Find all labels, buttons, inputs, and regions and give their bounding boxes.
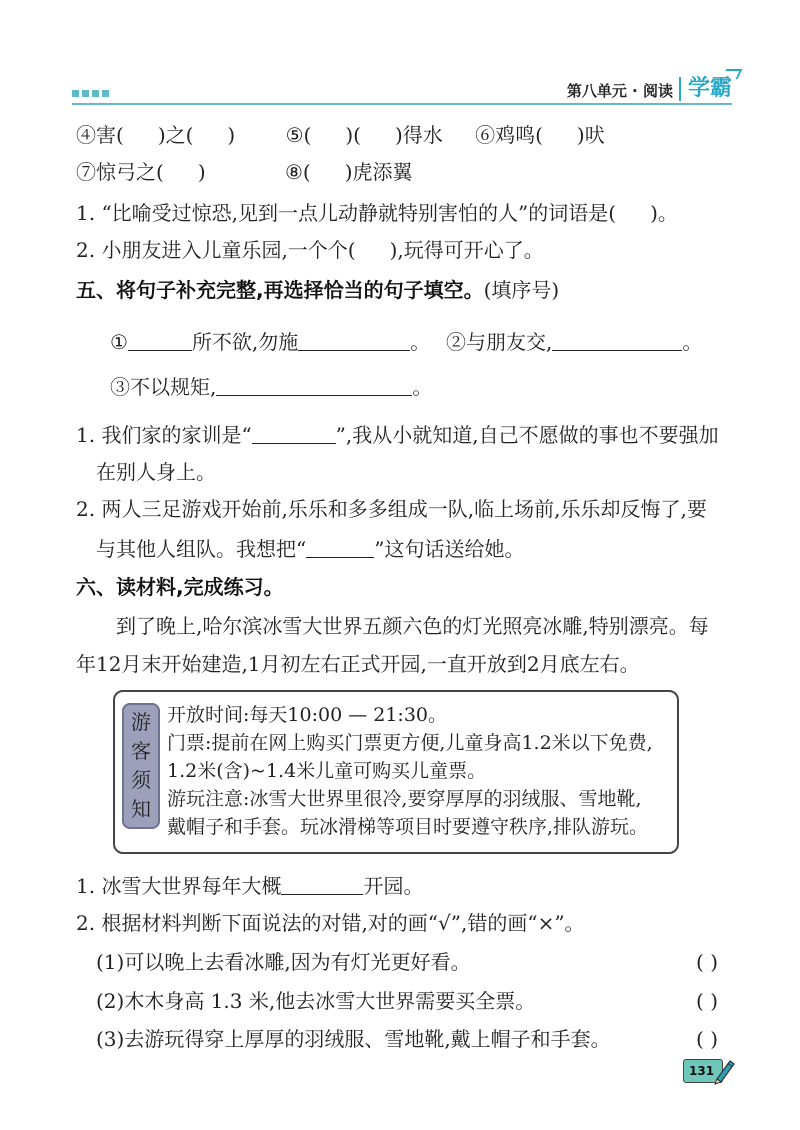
idiom-6: ⑥鸡鸣( )吠 [475,123,605,147]
judgement-1: (1)可以晚上去看冰雕,因为有灯光更好看。 [96,950,471,974]
badge-char: 游 [131,710,151,734]
section-5-question-1: 1. 我们家的家训是“ ”,我从小就知道,自己不愿做的事也不要强加 [76,423,719,447]
notice-line: 游玩注意:冰雪大世界里很冷,要穿厚厚的羽绒服、雪地靴, [167,788,642,810]
sentence-2-blank[interactable] [552,332,682,351]
badge-char: 知 [131,797,151,821]
graduation-cap-icon [722,69,743,79]
page-number: 131 [689,1064,715,1078]
header-decoration [72,90,109,97]
sentence-3-blank[interactable] [216,377,412,396]
header-right [567,77,732,101]
section-5-question-1-cont: 在别人身上。 [96,460,216,484]
idiom-row-2 [76,157,413,187]
visitor-notice-text [167,701,653,841]
idiom-7: ⑦惊弓之( ) [76,160,206,184]
idiom-5: ⑤( )( )得水 [285,123,443,147]
notice-line: 门票:提前在网上购买门票更方便,儿童身高1.2米以下免费, [167,732,653,754]
header-dot [72,90,79,97]
header-rule [72,103,732,105]
unit-label: 第八单元 · 阅读 [566,82,673,100]
badge-char: 客 [131,739,151,763]
badge-char: 须 [131,768,151,792]
sentence-3: ③不以规矩, 。 [110,375,433,399]
passage-line-1: 到了晚上,哈尔滨冰雪大世界五颜六色的灯光照亮冰雕,特别漂亮。每 [116,614,709,638]
idiom-8: ⑧( )虎添翼 [284,160,413,184]
judgement-3: (3)去游玩得穿上厚厚的羽绒服、雪地靴,戴上帽子和手套。 [96,1027,611,1051]
sentence-1-blank-a[interactable] [128,332,192,351]
section-5-title: 五、将句子补充完整,再选择恰当的句子填空。(填序号) [76,278,560,302]
sentence-2: ②与朋友交, 。 [446,330,703,354]
idiom-4: ④害( )之( ) [76,123,236,147]
header-dot [82,90,89,97]
section-6-question-1: 1. 冰雪大世界每年大概 开园。 [76,874,424,898]
section-5-question-2: 2. 两人三足游戏开始前,乐乐和多多组成一队,临上场前,乐乐却反悔了,要 [76,497,707,521]
motto-blank-2[interactable] [306,539,374,558]
visitor-notice-box [113,690,679,854]
judgement-2: (2)木木身高 1.3 米,他去冰雪大世界需要买全票。 [96,989,536,1013]
idiom-question-2: 2. 小朋友进入儿童乐园,一个个( ),玩得可开心了。 [76,238,544,262]
section-5-question-2-cont: 与其他人组队。我想把“ ”这句话送给她。 [96,537,525,561]
opening-time-blank[interactable] [281,876,363,895]
notice-line: 1.2米(含)~1.4米儿童可购买儿童票。 [167,760,487,782]
section-6-question-2: 2. 根据材料判断下面说法的对错,对的画“√”,错的画“×”。 [76,911,585,935]
motto-blank-1[interactable] [252,425,336,444]
header-dot [102,90,109,97]
brand-logo: 学霸 [679,77,732,101]
passage-line-2: 年12月末开始建造,1月初左右正式开园,一直开放到2月底左右。 [76,652,640,676]
sentence-1: ① 所不欲,勿施 。 [110,330,431,354]
sentence-1-blank-b[interactable] [298,332,410,351]
judgement-3-answer[interactable]: ( ) [696,1027,718,1051]
judgement-1-answer[interactable]: ( ) [696,950,718,974]
notice-line: 开放时间:每天10:00 — 21:30。 [167,704,447,726]
visitor-notice-badge [122,703,160,829]
idiom-row-1 [76,120,605,150]
pencil-icon [710,1055,736,1085]
notice-line: 戴帽子和手套。玩冰滑梯等项目时要遵守秩序,排队游玩。 [167,816,649,838]
section-6-title: 六、读材料,完成练习。 [76,575,284,599]
header-dot [92,90,99,97]
idiom-question-1: 1. “比喻受过惊恐,见到一点儿动静就特别害怕的人”的词语是( )。 [76,201,678,225]
judgement-2-answer[interactable]: ( ) [696,989,718,1013]
